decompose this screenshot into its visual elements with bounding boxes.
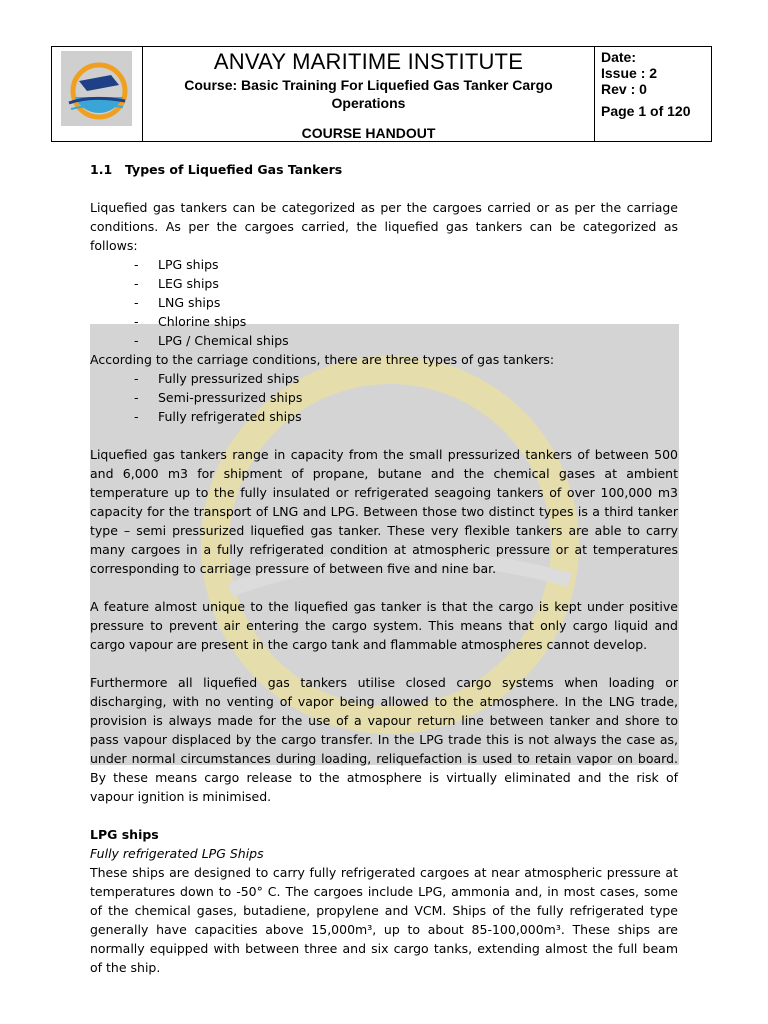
institute-name: ANVAY MARITIME INSTITUTE xyxy=(213,49,524,74)
carriage-types-list xyxy=(90,369,678,426)
section-title: Types of Liquefied Gas Tankers xyxy=(125,162,343,177)
closed-systems-paragraph: Furthermore all liquefied gas tankers utilise closed cargo systems when loading or discharging, with no venting of vapor being allowed to the atmosphere. In the LNG trade, provision is always made for the use of a vapour return line between tanker and shore to pass vapour displaced by the cargo transfer. In the LPG trade this is not always the case as, under normal circumstances during loading, reliquefaction is used to retain vapor on board. By these means cargo release to the atmosphere is virtually eliminated and the risk of vapour ignition is minimised. xyxy=(90,675,678,804)
list-item: - LNG ships xyxy=(134,293,678,312)
title-cell xyxy=(143,47,595,141)
issue-label: Issue : 2 xyxy=(601,65,658,81)
list-item: - LPG / Chemical ships xyxy=(134,331,678,350)
section-heading xyxy=(90,160,678,179)
cargo-types-list xyxy=(90,255,678,350)
doc-info-cell xyxy=(595,47,711,141)
positive-pressure-paragraph: A feature almost unique to the liquefied gas tanker is that the cargo is kept under positive pressure to prevent air entering the cargo system. This means that only cargo liquid and cargo vapour are present in the cargo tank and flammable atmospheres cannot develop. xyxy=(90,599,678,652)
ship-logo-icon xyxy=(61,51,132,126)
list-item: - Semi-pressurized ships xyxy=(134,388,678,407)
list-item: - Chlorine ships xyxy=(134,312,678,331)
document-body xyxy=(90,160,678,977)
page-number: Page 1 of 120 xyxy=(601,103,691,119)
list-item: - LEG ships xyxy=(134,274,678,293)
date-label: Date: xyxy=(601,49,637,65)
logo-cell xyxy=(52,47,143,141)
document-header xyxy=(51,46,712,142)
lpg-subheading: Fully refrigerated LPG Ships xyxy=(90,846,264,861)
lpg-heading: LPG ships xyxy=(90,827,159,842)
rev-label: Rev : 0 xyxy=(601,81,647,97)
list-item: - Fully pressurized ships xyxy=(134,369,678,388)
capacity-paragraph: Liquefied gas tankers range in capacity from the small pressurized tankers of between 500 and 6,000 m3 for shipment of propane, butane and the chemical gases at ambient temperature up to the fully insulated or refrigerated seagoing tankers of over 100,000 m3 capacity for the transport of LNG and LPG. Between those two distinct types is a third tanker type – semi pressurized liquefied gas tanker. These very flexible tankers are able to carry many cargoes in a fully refrigerated condition at atmospheric pressure or at temperatures corresponding to carriage pressure of between five and nine bar. xyxy=(90,447,678,576)
section-number: 1.1 xyxy=(90,162,113,177)
list-item: - Fully refrigerated ships xyxy=(134,407,678,426)
institute-logo xyxy=(61,51,132,126)
intro-paragraph: Liquefied gas tankers can be categorized as per the cargoes carried or as per the carriage conditions. As per the cargoes carried, the liquefied gas tankers can be categorized as follows: xyxy=(90,200,678,253)
handout-label: COURSE HANDOUT xyxy=(301,125,436,141)
list-item: - LPG ships xyxy=(134,255,678,274)
carriage-intro: According to the carriage conditions, there are three types of gas tankers: xyxy=(90,352,555,367)
lpg-paragraph: These ships are designed to carry fully refrigerated cargoes at near atmospheric pressure at temperatures down to -50° C. The cargoes include LPG, ammonia and, in most cases, some of the chemical gases, butadiene, propylene and VCM. Ships of the fully refrigerated type generally have capacities above 15,000m³, up to about 85-100,000m³. These ships are normally equipped with between three and six cargo tanks, extending almost the full beam of the ship. xyxy=(90,865,678,975)
course-title: Course: Basic Training For Liquefied Gas Tanker Cargo Operations xyxy=(184,77,553,111)
